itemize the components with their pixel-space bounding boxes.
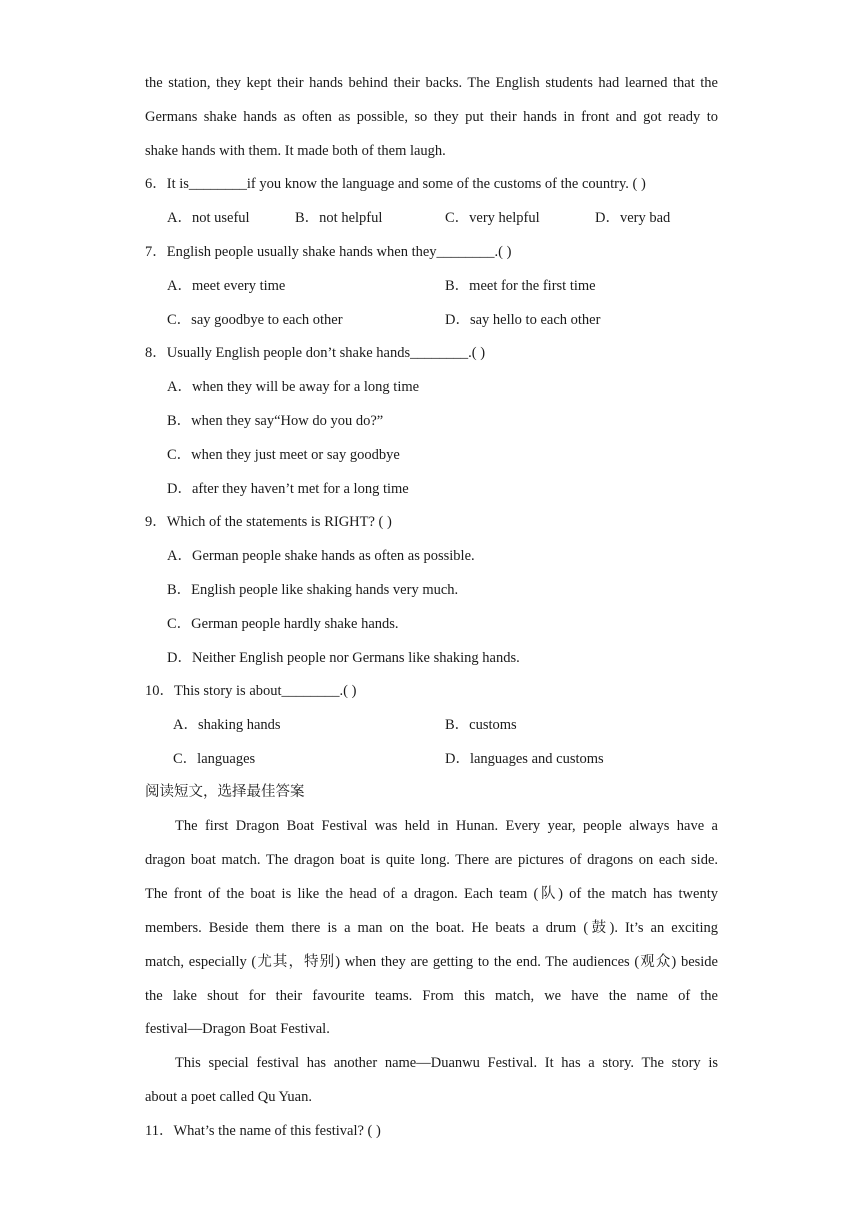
passage-line: the lake shout for their favourite teams. From this match, we have the name of the bbox=[145, 988, 718, 1004]
q10-option-c: C．languages bbox=[173, 751, 256, 767]
q8-option-a: A．when they will be away for a long time bbox=[167, 379, 420, 395]
passage-line: This special festival has another name—Duanwu Festival. It has a story. The story is bbox=[175, 1055, 718, 1071]
question-8-stem: 8．Usually English people don’t shake hands________.( ) bbox=[145, 345, 486, 361]
question-11-stem: 11．What’s the name of this festival? ( ) bbox=[145, 1123, 381, 1139]
q9-option-c: C．German people hardly shake hands. bbox=[167, 616, 399, 632]
q6-option-a: A．not useful bbox=[167, 210, 250, 226]
q9-option-a: A．German people shake hands as often as possible. bbox=[167, 548, 475, 564]
q10-option-d: D．languages and customs bbox=[445, 751, 604, 767]
q7-option-a: A．meet every time bbox=[167, 278, 286, 294]
q7-option-b: B．meet for the first time bbox=[445, 278, 596, 294]
passage-line: Germans shake hands as often as possible, so they put their hands in front and got ready to bbox=[145, 109, 718, 125]
q9-option-b: B．English people like shaking hands very much. bbox=[167, 582, 459, 598]
passage-line: the station, they kept their hands behind their backs. The English students had learned that the bbox=[145, 75, 718, 91]
question-6-stem: 6．It is________if you know the language and some of the customs of the country. ( ) bbox=[145, 176, 646, 192]
passage-line: shake hands with them. It made both of them laugh. bbox=[145, 143, 446, 159]
q8-option-d: D．after they haven’t met for a long time bbox=[167, 481, 409, 497]
q7-option-d: D．say hello to each other bbox=[445, 312, 601, 328]
passage-line: members. Beside them there is a man on the boat. He beats a drum (鼓). It’s an exciting bbox=[145, 920, 718, 936]
q8-option-c: C．when they just meet or say goodbye bbox=[167, 447, 400, 463]
q9-option-d: D．Neither English people nor Germans like shaking hands. bbox=[167, 650, 520, 666]
passage-line: match, especially (尤其，特别) when they are getting to the end. The audiences (观众) beside bbox=[145, 954, 718, 970]
q7-option-c: C．say goodbye to each other bbox=[167, 312, 343, 328]
q6-option-b: B．not helpful bbox=[295, 210, 383, 226]
q6-option-d: D．very bad bbox=[595, 210, 671, 226]
passage-line: festival—Dragon Boat Festival. bbox=[145, 1021, 330, 1037]
q10-option-a: A．shaking hands bbox=[173, 717, 281, 733]
section-title: 阅读短文，选择最佳答案 bbox=[145, 784, 305, 800]
passage-line: about a poet called Qu Yuan. bbox=[145, 1089, 312, 1105]
question-7-stem: 7．English people usually shake hands when they________.( ) bbox=[145, 244, 512, 260]
passage-line: The first Dragon Boat Festival was held in Hunan. Every year, people always have a bbox=[175, 818, 718, 834]
question-9-stem: 9．Which of the statements is RIGHT? ( ) bbox=[145, 514, 392, 530]
question-10-stem: 10．This story is about________.( ) bbox=[145, 683, 357, 699]
q6-option-c: C．very helpful bbox=[445, 210, 540, 226]
q10-option-b: B．customs bbox=[445, 717, 517, 733]
passage-line: dragon boat match. The dragon boat is quite long. There are pictures of dragons on each side. bbox=[145, 852, 718, 868]
passage-line: The front of the boat is like the head of a dragon. Each team (队) of the match has twenty bbox=[145, 886, 718, 902]
q8-option-b: B．when they say“How do you do?” bbox=[167, 413, 384, 429]
